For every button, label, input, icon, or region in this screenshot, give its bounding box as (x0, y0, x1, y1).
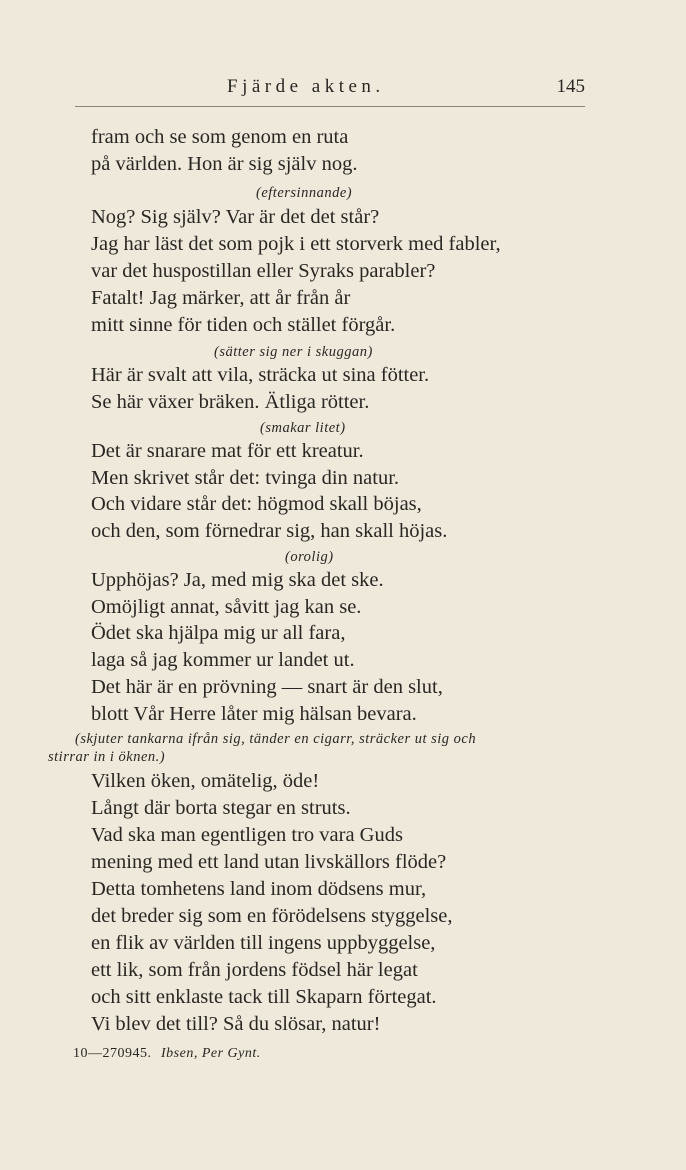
stage-direction: (orolig) (285, 549, 334, 565)
verse-line: ett lik, som från jordens födsel här legat (91, 959, 418, 981)
page-number: 145 (556, 76, 585, 97)
verse-line: Fatalt! Jag märker, att år från år (91, 287, 351, 309)
verse-line: mitt sinne för tiden och stället förgår. (91, 314, 396, 336)
verse-line: och sitt enklaste tack till Skaparn förtegat. (91, 986, 437, 1008)
verse-line: Långt där borta stegar en struts. (91, 797, 351, 819)
running-head: Fjärde akten. (227, 76, 385, 97)
verse-line: blott Vår Herre låter mig hälsan bevara. (91, 703, 417, 725)
verse-line: och den, som förnedrar sig, han skall höjas. (91, 520, 448, 542)
verse-line: Det är snarare mat för ett kreatur. (91, 440, 364, 462)
stage-direction: (eftersinnande) (256, 185, 353, 201)
verse-line: på världen. Hon är sig själv nog. (91, 153, 358, 175)
verse-line: Vad ska man egentligen tro vara Guds (91, 824, 403, 846)
verse-line: Men skrivet står det: tvinga din natur. (91, 467, 400, 489)
verse-line: Och vidare står det: högmod skall böjas, (91, 493, 422, 515)
verse-line: Ödet ska hjälpa mig ur all fara, (91, 622, 346, 644)
verse-line: mening med ett land utan livskällors flöde? (91, 851, 447, 873)
book-author-title: Ibsen, Per Gynt. (161, 1046, 261, 1061)
verse-line: laga så jag kommer ur landet ut. (91, 649, 355, 671)
verse-line: Jag har läst det som pojk i ett storverk med fabler, (91, 233, 501, 255)
page-header (75, 76, 585, 107)
verse-line: Det här är en prövning — snart är den slut, (91, 676, 443, 698)
stage-direction: (sätter sig ner i skuggan) (214, 344, 373, 360)
verse-line: Nog? Sig själv? Var är det det står? (91, 206, 380, 228)
verse-line: fram och se som genom en ruta (91, 126, 349, 148)
verse-line: Vilken öken, omätelig, öde! (91, 770, 320, 792)
printer-signature: 10—270945. (73, 1046, 152, 1061)
verse-line: Omöjligt annat, såvitt jag kan se. (91, 596, 362, 618)
verse-line: det breder sig som en förödelsens styggelse, (91, 905, 453, 927)
verse-line: var det huspostillan eller Syraks parabler? (91, 260, 436, 282)
stage-direction: (smakar litet) (260, 420, 346, 436)
verse-line: Vi blev det till? Så du slösar, natur! (91, 1013, 381, 1035)
verse-line: en flik av världen till ingens uppbyggelse, (91, 932, 436, 954)
verse-line: Se här växer bräken. Ätliga rötter. (91, 391, 370, 413)
verse-line: Här är svalt att vila, sträcka ut sina fötter. (91, 364, 430, 386)
verse-line: Detta tomhetens land inom dödsens mur, (91, 878, 427, 900)
verse-line: Upphöjas? Ja, med mig ska det ske. (91, 569, 384, 591)
stage-direction: (skjuter tankarna ifrån sig, tänder en cigarr, sträcker ut sig och (75, 731, 477, 747)
stage-direction: stirrar in i öknen.) (48, 749, 166, 765)
page-footer (73, 1046, 261, 1062)
